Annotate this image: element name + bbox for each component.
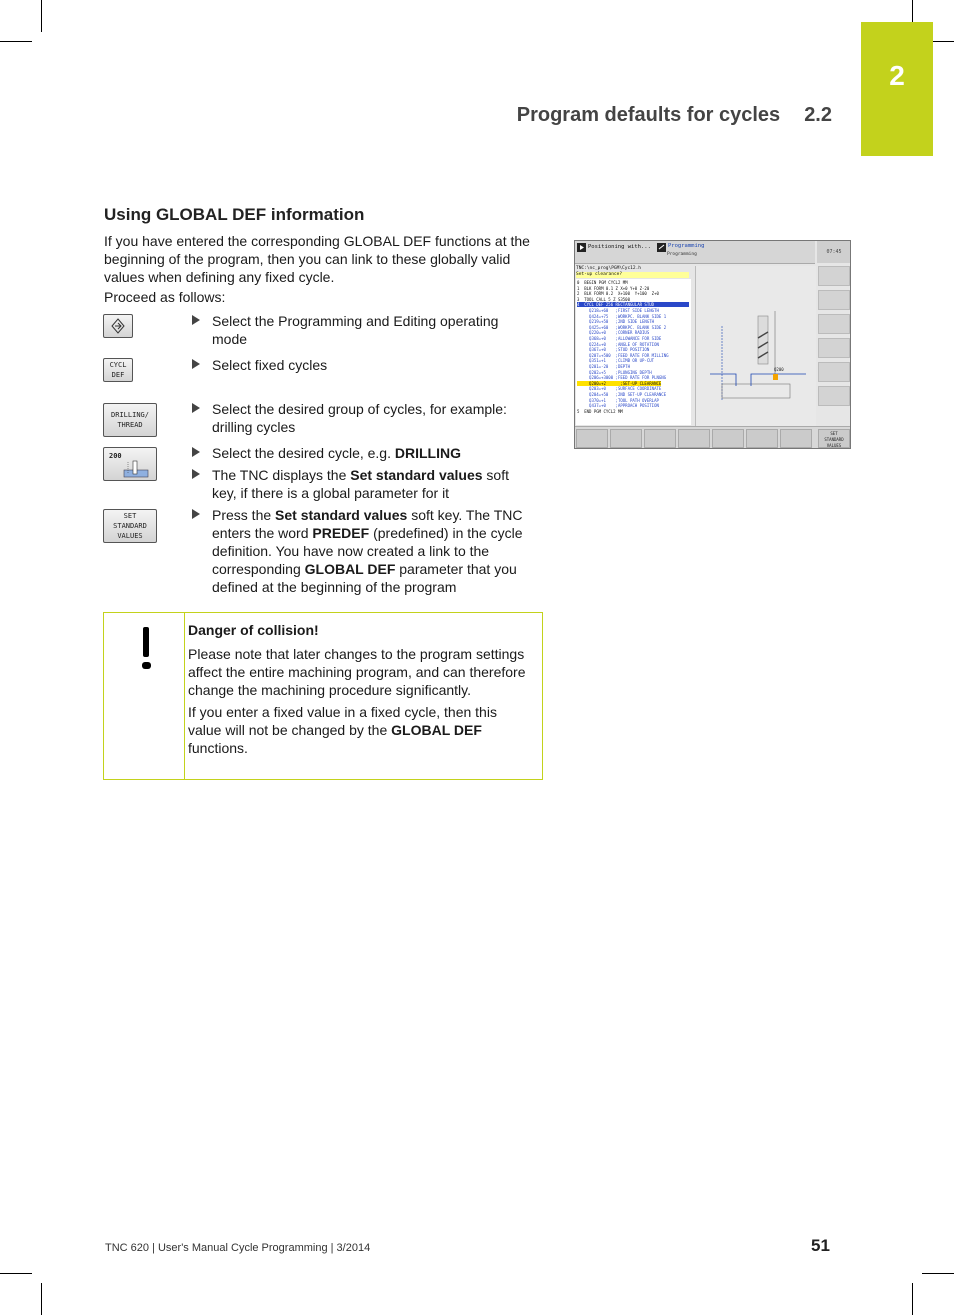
screen-dialog-prompt: Set-up clearance? <box>576 272 689 278</box>
program-line: Q218=+60 ;FIRST SIDE LENGTH <box>577 308 659 313</box>
header-title: Program defaults for cycles <box>516 104 781 126</box>
warning-title: Danger of collision! <box>188 622 319 638</box>
set-standard-values-softkey <box>103 509 157 543</box>
crop-mark <box>41 0 42 32</box>
step-bold: Set standard values <box>275 507 408 523</box>
warning-bold: GLOBAL DEF <box>391 722 482 738</box>
program-line: Q201=-20 ;DEPTH <box>577 364 630 369</box>
program-line: Q206=+3000 ;FEED RATE FOR PLNGNG <box>577 375 667 381</box>
vertical-softkey <box>818 362 850 382</box>
program-line: Q220=+0 ;CORNER RADIUS <box>577 330 650 336</box>
program-line: 1 BLK FORM 0.1 Z X+0 Y+0 Z-20 <box>577 285 650 291</box>
vertical-softkey <box>818 386 850 406</box>
running-header <box>517 104 832 127</box>
program-line: Q351=+1 ;CLIMB OR UP-CUT <box>577 358 655 364</box>
screen-clock: 07:45 <box>817 241 851 263</box>
warning-text: functions. <box>188 740 248 756</box>
vertical-softkey <box>818 314 850 334</box>
step-item <box>192 466 537 502</box>
step-text: Select fixed cycles <box>212 357 328 373</box>
crop-mark <box>0 41 32 42</box>
screen-mode-left: Positioning with... <box>588 244 651 250</box>
footer-text: TNC 620 | User's Manual Cycle Programming | 3/2014 <box>105 1242 371 1254</box>
screen-mode-right: Programming <box>668 243 705 249</box>
cycl-def-key <box>103 358 133 382</box>
step-text: (predefined) in the cycle definition. You have now created a link to the corresponding <box>212 525 523 577</box>
vertical-softkey <box>818 290 850 310</box>
vertical-softkey <box>818 266 850 286</box>
chapter-tab: 2 <box>861 22 933 156</box>
page-number: 51 <box>811 1236 830 1255</box>
warning-paragraph: Please note that later changes to the program settings affect the entire machining program, and can therefore change the machining procedure significantly. <box>188 646 526 698</box>
drilling-cycle-icon <box>122 460 150 478</box>
cycle-graphic <box>696 266 816 426</box>
step-text: Select the desired cycle, e.g. <box>212 445 395 461</box>
programming-mode-key <box>103 314 133 338</box>
horizontal-softkey <box>576 429 608 448</box>
program-line: Q219=+50 ;2ND SIDE LENGTH <box>577 319 655 325</box>
screen-mode-right-sub: Programming <box>667 252 697 257</box>
program-line: Q437=+0 ;APPROACH POSITION <box>577 403 659 409</box>
program-line: Q203=+0 ;SURFACE COORDINATE <box>577 386 662 392</box>
key-label: CYCL <box>109 361 127 369</box>
cycle-200-softkey <box>103 447 157 481</box>
exclamation-dot <box>142 662 151 669</box>
step-text: Select the desired group of cycles, for example: drilling cycles <box>212 401 507 435</box>
program-line: Q207=+500 ;FEED RATE FOR MILLING <box>577 352 669 358</box>
proceed-text: Proceed as follows: <box>104 289 226 305</box>
key-label: VALUES <box>117 532 143 540</box>
program-line: 5 END PGM CYCL2 MM <box>577 408 623 414</box>
step-bold: Set standard values <box>350 467 483 483</box>
program-line: Q370=+1 ;TOOL PATH OVERLAP <box>577 397 659 403</box>
step-item <box>192 312 537 348</box>
bullet-arrow-icon <box>192 509 200 519</box>
drilling-thread-softkey <box>103 403 157 437</box>
tnc-screenshot <box>574 240 851 449</box>
step-bold: DRILLING <box>394 445 461 461</box>
key-label: STANDARD <box>113 522 147 530</box>
softkey-label: VALUES <box>826 443 842 448</box>
screen-vertical-softkeys <box>817 264 851 424</box>
bullet-arrow-icon <box>192 315 200 325</box>
step-text: Select the Programming and Editing operating mode <box>212 313 499 347</box>
program-line: Q200=+2 ;SET-UP CLEARANCE <box>577 380 662 386</box>
header-section-number: 2.2 <box>804 104 832 126</box>
graphic-label: Q200 <box>774 367 784 372</box>
step-bold: GLOBAL DEF <box>304 561 396 577</box>
warning-body <box>188 621 528 761</box>
crop-mark <box>912 1283 913 1315</box>
machine-mode-icon <box>577 243 586 252</box>
step-text: soft key. The TNC enters the word <box>212 507 523 541</box>
step-text: Press the <box>212 507 276 523</box>
horizontal-softkey <box>746 429 778 448</box>
program-line: Q424=+75 ;WORKPC. BLANK SIDE 1 <box>577 313 667 319</box>
key-label: THREAD <box>117 421 143 429</box>
programming-mode-icon <box>657 243 666 252</box>
horizontal-softkey <box>644 429 676 448</box>
key-label: DEF <box>111 371 125 379</box>
programming-edit-icon <box>110 318 126 334</box>
screen-program-path: TNC:\nc_prog\PGM\Cyc12.h <box>576 266 642 271</box>
bullet-arrow-icon <box>192 403 200 413</box>
warning-box <box>103 612 543 780</box>
program-line: 0 BEGIN PGM CYCL2 MM <box>577 280 628 285</box>
bullet-arrow-icon <box>192 469 200 479</box>
program-line: Q368=+0 ;ALLOWANCE FOR SIDE <box>577 336 662 341</box>
program-line: 2 BLK FORM 0.2 X+100 Y+100 Z+0 <box>577 291 659 297</box>
horizontal-softkey <box>712 429 744 448</box>
softkey-label: STANDARD <box>824 437 844 442</box>
program-line: Q202=+5 ;PLUNGING DEPTH <box>577 369 652 375</box>
step-item <box>192 444 537 462</box>
key-label: DRILLING/ <box>111 411 149 419</box>
screen-softkey-row <box>575 426 851 449</box>
program-line: Q204=+50 ;2ND SET-UP CLEARANCE <box>577 392 667 397</box>
warning-text: If you enter a fixed value in a fixed cycle, then this value will not be changed by the <box>188 704 497 738</box>
screen-mode-bar <box>575 241 815 264</box>
program-line: 3 TOOL CALL 5 Z S3500 <box>577 296 630 302</box>
set-standard-values-screen-softkey <box>818 429 850 448</box>
horizontal-softkey <box>610 429 642 448</box>
key-label: SET <box>123 512 137 520</box>
screen-graphic <box>695 266 816 426</box>
step-text: The TNC displays the <box>212 467 351 483</box>
step-item <box>192 356 537 374</box>
program-line: Q224=+0 ;ANGLE OF ROTATION <box>577 341 659 347</box>
bullet-arrow-icon <box>192 359 200 369</box>
horizontal-softkey <box>678 429 710 448</box>
warning-paragraph <box>188 703 528 757</box>
softkey-label: SET <box>830 431 838 436</box>
step-text: parameter that you defined at the beginning of the program <box>212 561 517 595</box>
horizontal-softkey <box>780 429 812 448</box>
key-label: 200 <box>109 452 122 460</box>
intro-paragraph: If you have entered the corresponding GLOBAL DEF functions at the beginning of the program, then you can link to these globally valid values when defining any fixed cycle. <box>104 233 530 285</box>
vertical-softkey <box>818 338 850 358</box>
program-line: 4 CYCL DEF 256 RECTANGULAR STUD <box>577 302 689 307</box>
bullet-arrow-icon <box>192 447 200 457</box>
step-text: soft key, if there is a global parameter for it <box>212 467 509 501</box>
section-title: Using GLOBAL DEF information <box>104 205 365 224</box>
exclamation-icon <box>143 627 149 657</box>
program-line: Q367=+0 ;STUD POSITION <box>577 347 650 353</box>
screen-program-listing <box>576 279 691 425</box>
crop-mark <box>922 1273 954 1274</box>
step-bold: PREDEF <box>312 525 370 541</box>
step-item <box>192 400 537 436</box>
crop-mark <box>41 1283 42 1315</box>
step-item <box>192 506 537 596</box>
crop-mark <box>0 1273 32 1274</box>
warning-divider <box>184 613 185 779</box>
program-line: Q425=+60 ;WORKPC. BLANK SIDE 2 <box>577 324 667 330</box>
